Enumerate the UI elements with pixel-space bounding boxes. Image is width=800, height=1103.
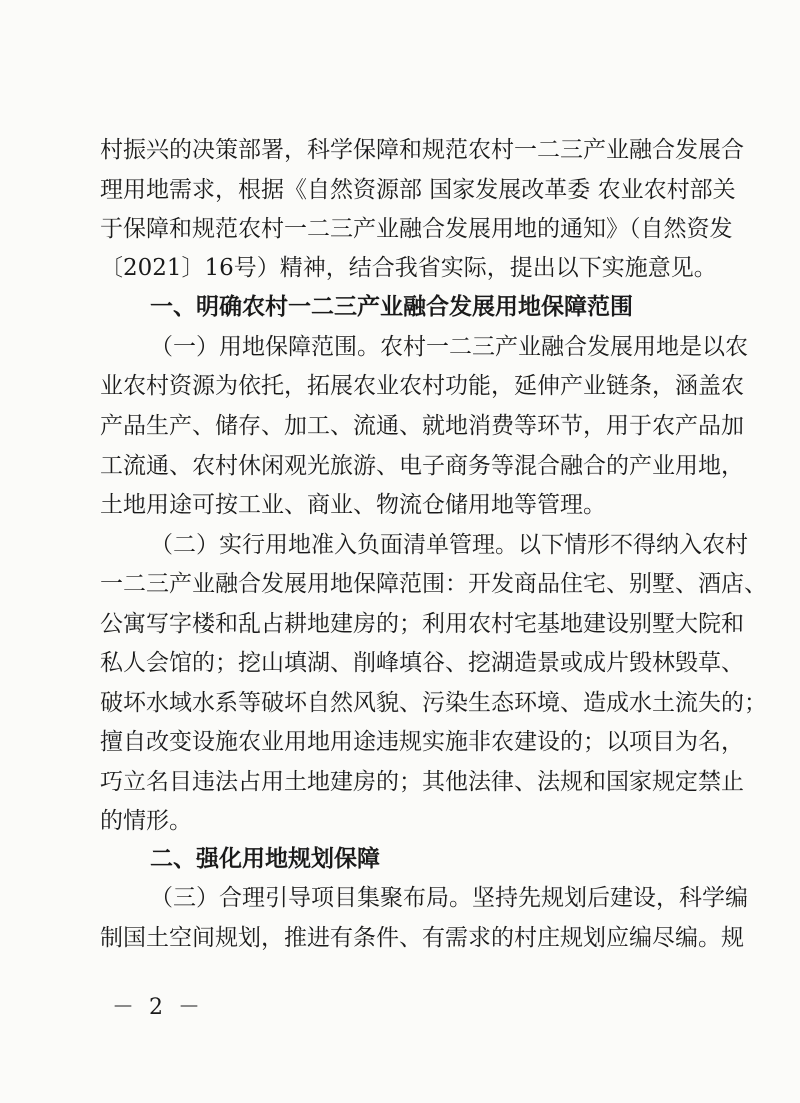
body-line: 理用地需求，根据《自然资源部 国家发展改革委 农业农村部关	[100, 177, 736, 203]
body-line: 公寓写字楼和乱占耕地建房的；利用农村宅基地建设别墅大院和	[100, 611, 744, 637]
body-line: 破坏水域水系等破坏自然风貌、污染生态环境、造成水土流失的；	[100, 690, 767, 716]
body-line: 工流通、农村休闲观光旅游、电子商务等混合融合的产业用地，	[100, 453, 744, 479]
section-heading-2: 二、强化用地规划保障	[150, 846, 380, 872]
body-line: 制国土空间规划，推进有条件、有需求的村庄规划应编尽编。规	[100, 925, 744, 951]
body-line: 的情形。	[100, 808, 192, 834]
body-line: （三）合理引导项目集聚布局。坚持先规划后建设，科学编	[150, 885, 748, 911]
body-line: 私人会馆的；挖山填湖、削峰填谷、挖湖造景或成片毁林毁草、	[100, 650, 744, 676]
body-line: 土地用途可按工业、商业、物流仓储用地等管理。	[100, 492, 606, 518]
body-line: 擅自改变设施农业用地用途违规实施非农建设的；以项目为名，	[100, 729, 744, 755]
page-number: － 2 －	[112, 995, 204, 1020]
body-line: 〔2021〕16号）精神，结合我省实际，提出以下实施意见。	[100, 255, 717, 281]
body-line: 一二三产业融合发展用地保障范围：开发商品住宅、别墅、酒店、	[100, 571, 767, 597]
body-line: （二）实行用地准入负面清单管理。以下情形不得纳入农村	[150, 532, 748, 558]
body-line: （一）用地保障范围。农村一二三产业融合发展用地是以农	[150, 334, 748, 360]
body-line: 巧立名目违法占用土地建房的；其他法律、法规和国家规定禁止	[100, 769, 744, 795]
body-line: 于保障和规范农村一二三产业融合发展用地的通知》（自然资发	[100, 216, 733, 242]
section-heading-1: 一、明确农村一二三产业融合发展用地保障范围	[150, 294, 633, 320]
body-line: 业农村资源为依托，拓展农业农村功能，延伸产业链条，涵盖农	[100, 373, 744, 399]
body-line: 产品生产、储存、加工、流通、就地消费等环节，用于农产品加	[100, 413, 744, 439]
body-line: 村振兴的决策部署，科学保障和规范农村一二三产业融合发展合	[100, 137, 744, 163]
